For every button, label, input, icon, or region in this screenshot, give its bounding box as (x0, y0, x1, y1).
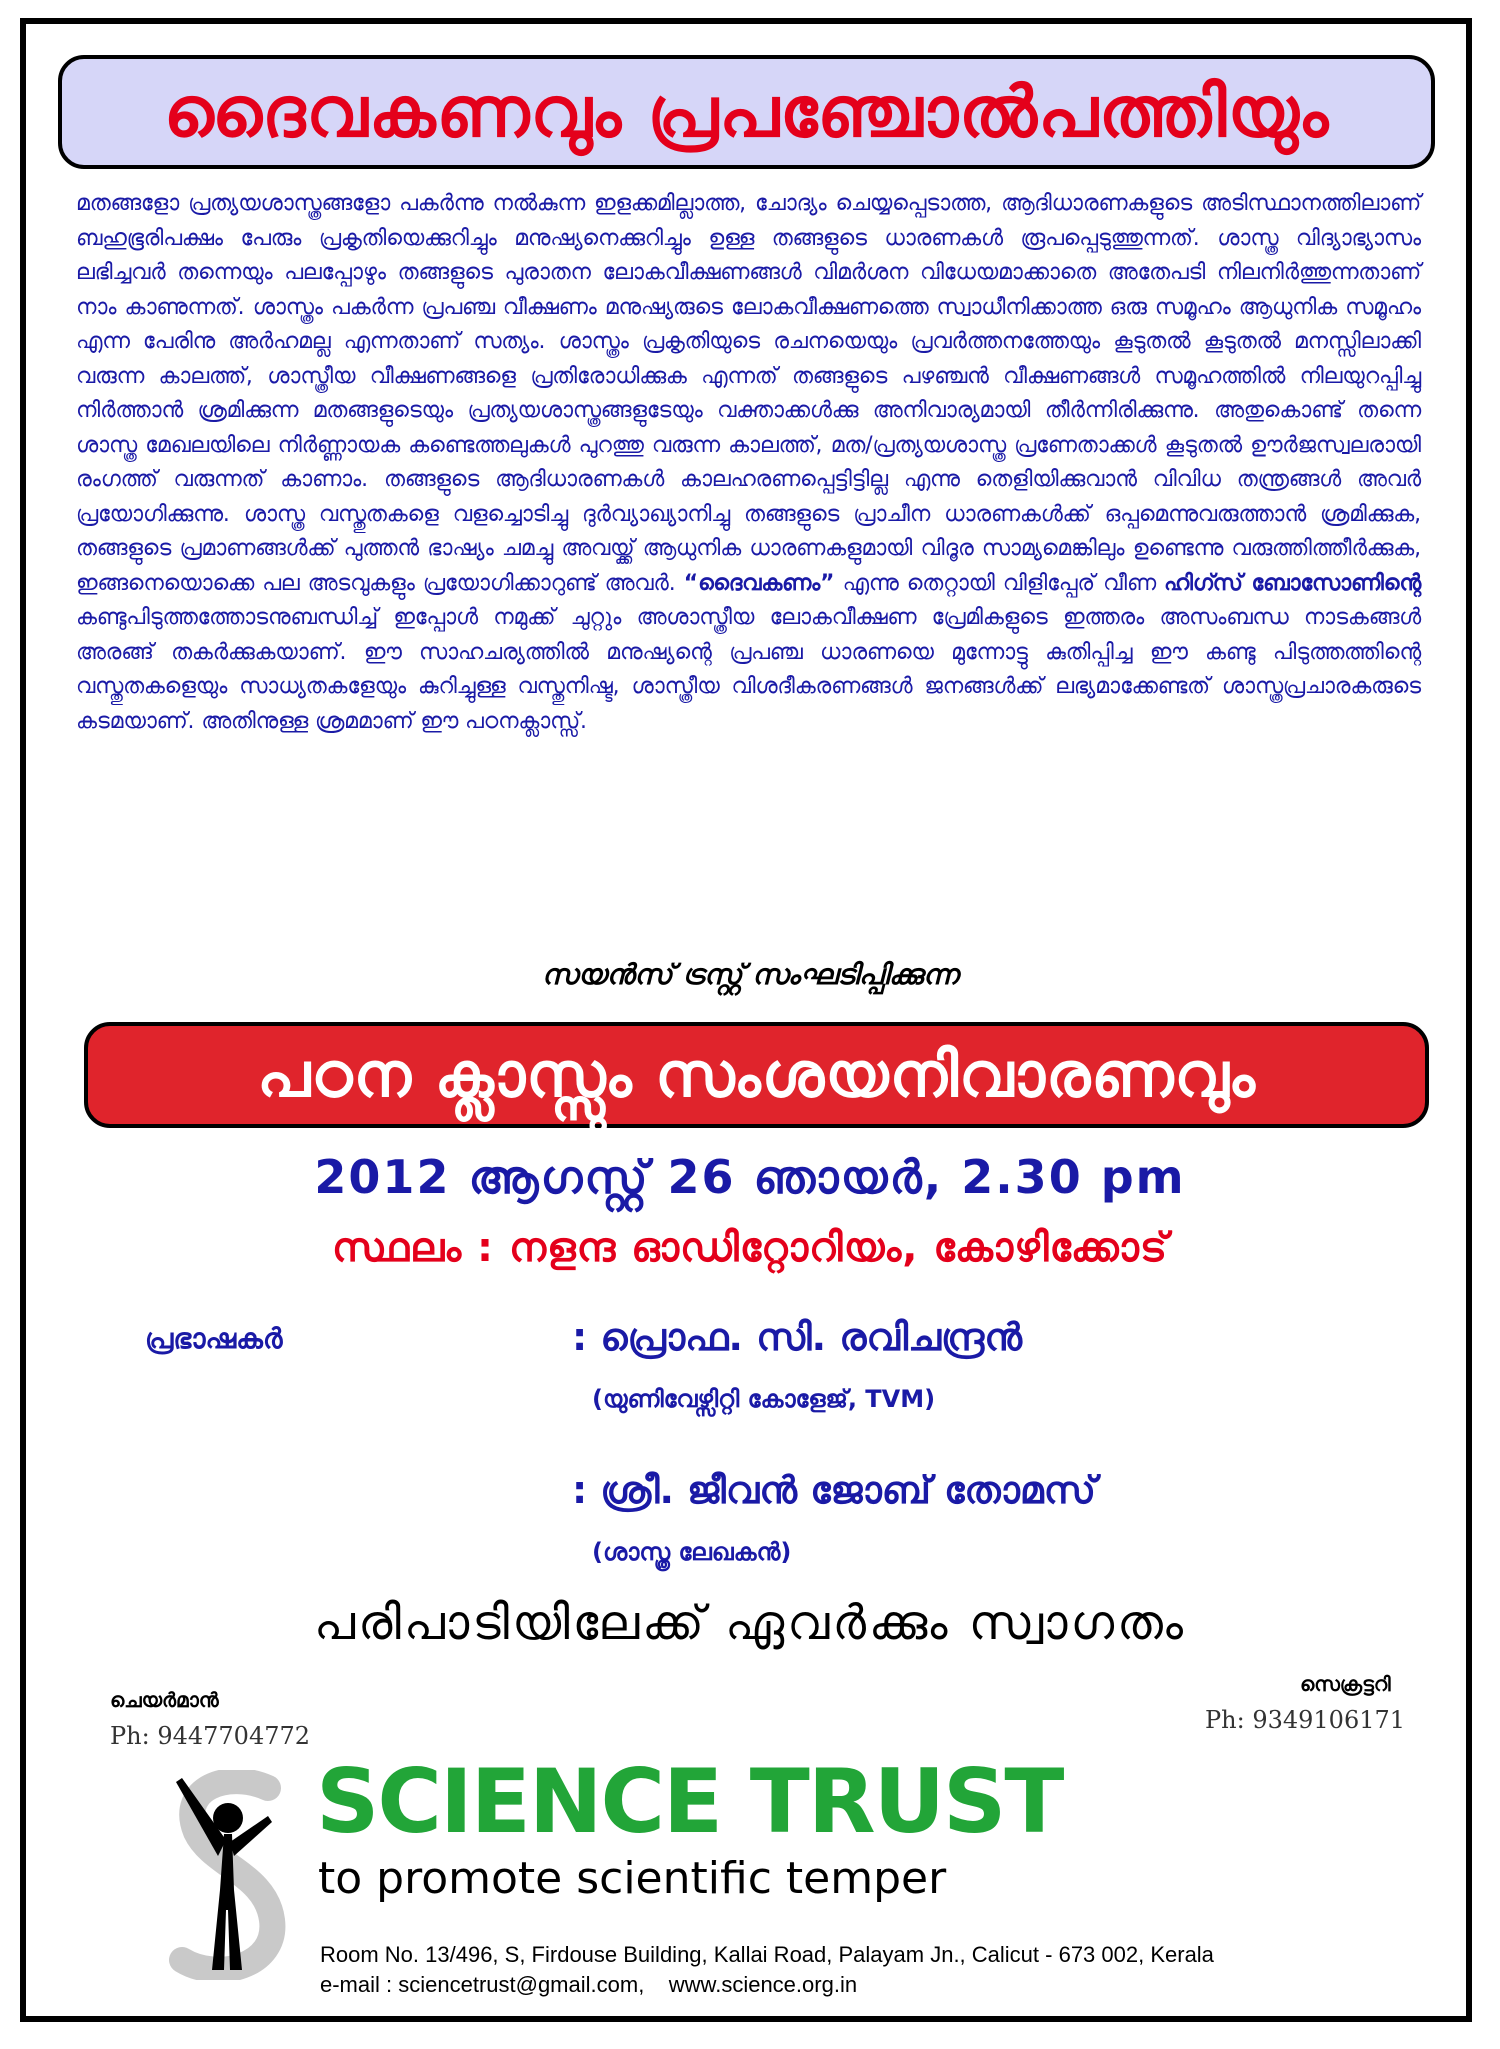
speaker-2-name: : ശ്രീ. ജീവൻ ജോബ് തോമസ് (572, 1468, 1096, 1512)
science-trust-logo-icon (168, 1770, 286, 1980)
email-text: e-mail : sciencetrust@gmail.com, (320, 1972, 645, 1997)
website-text: www.science.org.in (668, 1972, 858, 1997)
brand-tagline: to promote scientific temper (318, 1853, 947, 1904)
intro-text-part3: കണ്ടുപിടുത്തത്തോടനുബന്ധിച്ച് ഇപ്പോൾ നമുക്ക് ചുറ്റും അശാസ്ത്രീയ ലോകവീക്ഷണ പ്രേമികളുടെ ഇത്തരം അസംബന്ധ നാടകങ്ങൾ അരങ്ങ് തകർക്കുകയാണ്. ഈ സാഹചര്യത്തിൽ മനുഷ്യന്റെ പ്രപഞ്ച ധാരണയെ മുന്നോട്ടു കുതിപ്പിച്ച ഈ കണ്ടു പിടുത്തത്തിന്റെ വസ്തുതകളെയും സാധ്യതകളേയും കുറിച്ചുള്ള വസ്തുനിഷ്ട, ശാസ്ത്രീയ വിശദീകരണങ്ങൾ ജനങ്ങൾക്ക് ലഭ്യമാക്കേണ്ടത് ശാസ്ത്രപ്രചാരകരുടെ കടമയാണ്. അതിനുള്ള ശ്രമമാണ് ഈ പഠനക്ലാസ്സ്. (76, 605, 1421, 734)
welcome-line: പരിപാടിയിലേക്ക് ഏവർക്കും സ്വാഗതം (313, 1595, 1186, 1651)
event-date: 2012 ആഗസ്റ്റ് 26 ഞായർ, 2.30 pm (314, 1150, 1186, 1204)
secretary-phone: Ph: 9349106171 (1205, 1706, 1406, 1734)
intro-term-god-particle: “ദൈവകണം” (683, 570, 835, 596)
speaker-1-name: : പ്രൊഫ. സി. രവിചന്ദ്രൻ (572, 1315, 1022, 1359)
chairman-phone: Ph: 9447704772 (110, 1722, 311, 1750)
address-line: Room No. 13/496, S, Firdouse Building, Kallai Road, Palayam Jn., Calicut - 673 002, Kerala (320, 1942, 1214, 1967)
speaker-1-affiliation: (യുണിവേഴ്സിറ്റി കോളേജ്, TVM) (592, 1385, 936, 1413)
event-venue (0, 1225, 1500, 1271)
intro-paragraph (76, 187, 1421, 739)
page-title: ദൈവകണവും പ്രപഞ്ചോൽപത്തിയും (163, 70, 1330, 153)
event-banner (84, 1022, 1429, 1128)
speakers-label: പ്രഭാഷകർ (145, 1322, 283, 1355)
venue-label: സ്ഥലം : (331, 1225, 495, 1271)
chairman-label: ചെയർമാൻ (110, 1688, 219, 1712)
venue-name: നളന്ദ ഓഡിറ്റോറിയം, കോഴിക്കോട് (508, 1225, 1169, 1271)
intro-term-higgs-boson: ഹിഗ്സ് ബോസോണിന്റെ (1164, 570, 1421, 596)
brand-name: SCIENCE TRUST (316, 1750, 1063, 1853)
title-banner (58, 55, 1435, 169)
contact-line (320, 1972, 857, 1998)
intro-text-part2: എന്നു തെറ്റായി വിളിപ്പേര് വീണ (834, 570, 1165, 596)
event-title: പഠന ക്ലാസ്സും സംശയനിവാരണവും (257, 1038, 1256, 1111)
organizer-line: സയൻസ് ട്രസ്റ്റ് സംഘടിപ്പിക്കുന്ന (541, 958, 959, 991)
intro-text-part1: മതങ്ങളോ പ്രത്യയശാസ്ത്രങ്ങളോ പകർന്നു നൽകുന്ന ഇളക്കമില്ലാത്ത, ചോദ്യം ചെയ്യപ്പെടാത്ത, ആദിധാരണകളുടെ അടിസ്ഥാനത്തിലാണ് ബഹുഭൂരിപക്ഷം പേരും പ്രകൃതിയെക്കുറിച്ചും മനുഷ്യനെക്കുറിച്ചും ഉള്ള തങ്ങളുടെ ധാരണകൾ രൂപപ്പെടുത്തുന്നത്. ശാസ്ത്ര വിദ്യാഭ്യാസം ലഭിച്ചവർ തന്നെയും പലപ്പോഴും തങ്ങളുടെ പുരാതന ലോകവീക്ഷണങ്ങൾ വിമർശന വിധേയമാക്കാതെ അതേപടി നിലനിർത്തുന്നതാണ് നാം കാണുന്നത്. ശാസ്ത്രം പകർന്ന പ്രപഞ്ച വീക്ഷണം മനുഷ്യരുടെ ലോകവീക്ഷണത്തെ സ്വാധീനിക്കാത്ത ഒരു സമൂഹം ആധുനിക സമൂഹം എന്ന പേരിനു അർഹമല്ല എന്നതാണ് സത്യം. ശാസ്ത്രം പ്രകൃതിയുടെ രചനയെയും പ്രവർത്തനത്തേയും കൂടുതൽ കൂടുതൽ മനസ്സിലാക്കി വരുന്ന കാലത്ത്, ശാസ്ത്രീയ വീക്ഷണങ്ങളെ പ്രതിരോധിക്കുക എന്നത് തങ്ങളുടെ പഴഞ്ചൻ വീക്ഷണങ്ങൾ സമൂഹത്തിൽ നിലയുറപ്പിച്ചു നിർത്താൻ ശ്രമിക്കുന്ന മതങ്ങളുടെയും പ്രത്യയശാസ്ത്രങ്ങളുടേയും വക്താക്കൾക്കു അനിവാര്യമായി തീർന്നിരിക്കുന്നു. അതുകൊണ്ട് തന്നെ ശാസ്ത്ര മേഖലയിലെ നിർണ്ണായക കണ്ടെത്തലുകൾ പുറത്തു വരുന്ന കാലത്ത്, മത/പ്രത്യയശാസ്ത്ര പ്രണേതാക്കൾ കൂടുതൽ ഊർജസ്വലരായി രംഗത്ത് വരുന്നത് കാണാം. തങ്ങളുടെ ആദിധാരണകൾ കാലഹരണപ്പെട്ടിട്ടില്ല എന്നു തെളിയിക്കുവാൻ വിവിധ തന്ത്രങ്ങൾ അവർ പ്രയോഗിക്കുന്നു. ശാസ്ത്ര വസ്തുതകളെ വളച്ചൊടിച്ചു ദുർവ്യാഖ്യാനിച്ചു തങ്ങളുടെ പ്രാചീന ധാരണകൾക്ക് ഒപ്പമെന്നുവരുത്താൻ ശ്രമിക്കുക, തങ്ങളുടെ പ്രമാണങ്ങൾക്ക് പുത്തൻ ഭാഷ്യം ചമച്ചു അവയ്ക്ക് ആധുനിക ധാരണകളുമായി വിദൂര സാമ്യമെങ്കിലും ഉണ്ടെന്നു വരുത്തിത്തീർക്കുക, ഇങ്ങനെയൊക്കെ പല അടവുകളും പ്രയോഗിക്കാറുണ്ട് അവർ. (76, 191, 1421, 596)
speaker-2-affiliation: (ശാസ്ത്ര ലേഖകൻ) (592, 1538, 792, 1566)
secretary-label: സെക്രട്ടറി (1300, 1672, 1391, 1696)
